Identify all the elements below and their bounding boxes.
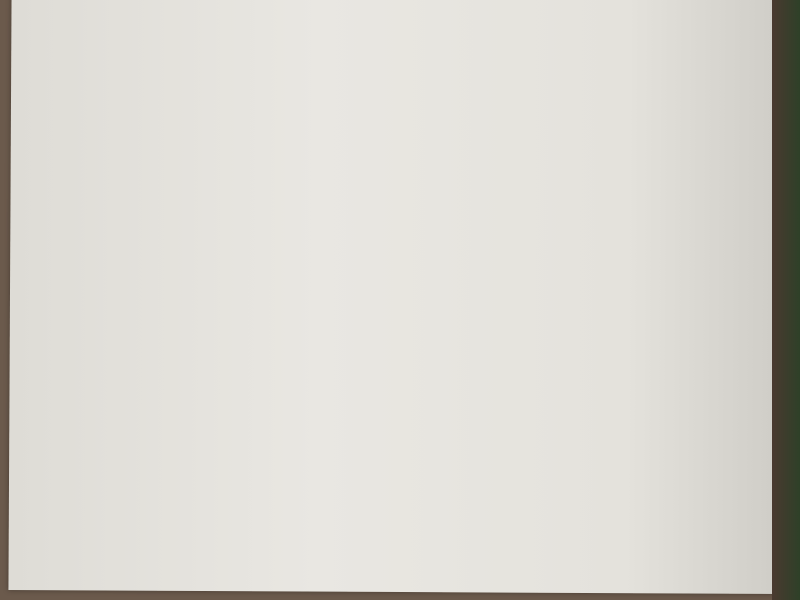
section-title (71, 70, 735, 73)
document-page (8, 0, 781, 594)
activities-table (71, 87, 735, 90)
background-edge (772, 0, 800, 600)
